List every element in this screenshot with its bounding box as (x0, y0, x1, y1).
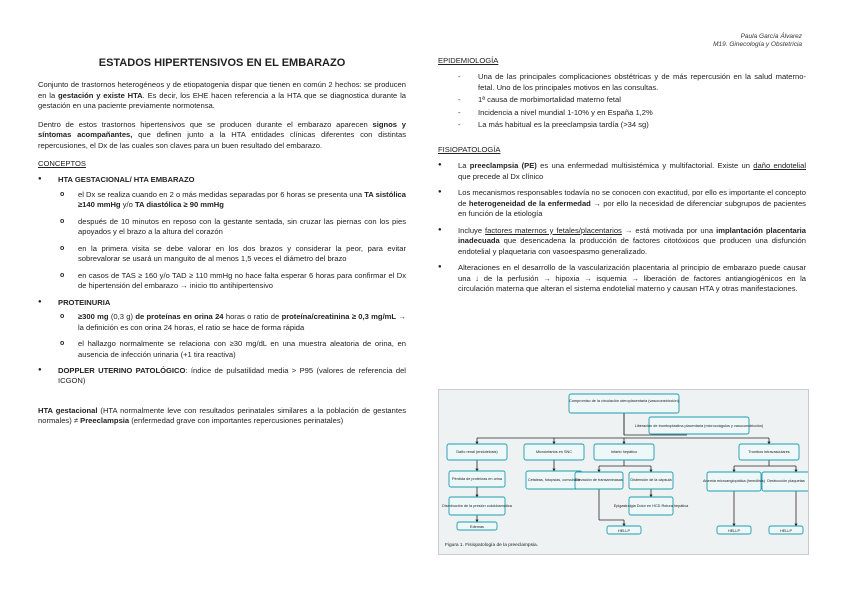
hta-sublist (58, 190, 406, 292)
cat-text: Microinfartos en SNC (535, 450, 573, 454)
list-item: - Una de las principales complicaciones obstétricas y de más repercusión en la salud materno-fetal. Uno de los principales motivos en las consultas. (438, 72, 806, 93)
text: que definen junto a la HTA entidades clínicas diferentes con distintas repercusiones, el Dx de las cuales son claves para un buen resultado del embarazo. (38, 130, 406, 150)
list-item: o en casos de TAS ≥ 160 y/o TAD ≥ 110 mmHg no hace falta esperar 6 horas para confirmar el Dx de hipertensión del embarazo → inicio tto antihipertensivo (58, 271, 406, 292)
intro-paragraph-1 (38, 80, 406, 111)
list-item (38, 298, 406, 360)
text: Incluye (458, 225, 486, 235)
bold-text: DOPPLER UTERINO PATOLÓGICO (58, 366, 186, 376)
text: por ello la necesidad de diferenciar subgrupos de pacientes en función de la etiología (458, 198, 806, 219)
bold-text: Preeclampsia (80, 416, 130, 426)
list-item: o el hallazgo normalmente se relaciona con ≥30 mg/dL en una muestra aleatoria de orina, en ausencia de infección urinaria (+1 tira reactiva) (58, 339, 406, 360)
fisiopatologia-list (438, 161, 806, 294)
pathophysiology-figure (438, 389, 809, 555)
conceptos-heading: CONCEPTOS (38, 158, 86, 168)
proteinuria-heading: PROTEINURIA (58, 297, 111, 307)
subject-name: M19. Ginecología y Obstetricia (713, 41, 802, 49)
hellp-text: HELLP (779, 529, 793, 533)
list-item (438, 263, 806, 294)
effect-text: Epigastralgia Dolor en HCD Rotura hepática (613, 504, 689, 508)
effect-text: Edemas (470, 525, 484, 529)
text: es una enfermedad multisistémica y multifactorial. Existe un (536, 161, 754, 171)
flowchart (439, 390, 808, 554)
list-item (58, 190, 406, 211)
text: → la definición es con orina 24 horas, el ratio se hace de forma rápida (78, 312, 406, 332)
list-item (438, 161, 806, 182)
text: que precede al Dx clínico (458, 171, 544, 181)
text: → está motivada por una (621, 225, 717, 235)
text: horas o ratio de (223, 312, 282, 322)
bold-text: heterogeneidad de la enfermedad → (468, 198, 601, 208)
list-item (438, 226, 806, 257)
bold-text: gestación y existe HTA (57, 90, 143, 100)
bold-text: TA sistólica ≥140 mmHg (78, 189, 406, 210)
final-paragraph (38, 406, 406, 427)
hta-heading: HTA GESTACIONAL/ HTA EMBARAZO (58, 175, 195, 185)
cat-text: Daño renal (endotelosis) (456, 450, 498, 454)
right-column (438, 52, 806, 299)
text: Conjunto de trastornos heterogéneos y de etiopatogenia dispar que tienen en común 2 hechos: se producen en la (38, 80, 406, 100)
list-item: - 1ª causa de morbimortalidad materno fetal (438, 95, 806, 105)
text: el Dx se realiza cuando en 2 o más medidas separadas por 6 horas se presenta una (78, 189, 365, 199)
top-box (569, 394, 679, 413)
cat-text: Trombos intravasculares (748, 450, 790, 454)
page-title: ESTADOS HIPERTENSIVOS EN EL EMBARAZO (98, 57, 346, 69)
bold-text: ≥300 mg (78, 312, 109, 322)
list-item (38, 175, 406, 291)
text: (enfermedad grave con importantes repercusiones perinatales) (129, 416, 344, 426)
bold-text: implantación placentaria inadecuada (458, 225, 806, 246)
fisiopatologia-heading: FISIOPATOLOGÍA (438, 144, 501, 154)
text: Dentro de estos trastornos hipertensivos que se producen durante el embarazo aparecen (38, 119, 373, 129)
bold-text: preeclampsia (PE) (469, 161, 537, 171)
top-box-text: Compromiso de la circulación uteroplacentaria (vasoconstricción) (569, 399, 679, 403)
effect-text: Elevación de transaminasas (575, 478, 623, 482)
list-item (38, 366, 406, 387)
left-column (38, 52, 406, 435)
author-name: Paula García Álvarez (740, 33, 802, 40)
bold-text: de proteínas en orina 24 (135, 312, 224, 322)
cat-text: Infarto hepático (610, 450, 638, 454)
list-item: - Incidencia a nivel mundial 1-10% y en España 1,2% (438, 108, 806, 118)
list-item (438, 188, 806, 219)
liberation-text: Liberación de tromboplastina placentaria (microcoágulos y vasoconstricción) (634, 424, 764, 428)
text: : índice de pulsatilidad media > P95 (valores de referencia del ICGON) (58, 366, 406, 386)
bold-text: proteína/creatinina ≥ 0,3 mg/mL (281, 312, 397, 322)
conceptos-list (38, 175, 406, 387)
bold-text: TA diastólica ≥ 90 mmHg (134, 200, 224, 210)
effect-text: Disminución de la presión coloidosmótica (442, 504, 512, 508)
figure-caption: Figura 1. Fisiopatología de la preeclampsia. (445, 543, 539, 548)
text: . Es decir, los EHE hacen referencia a la HTA que se diagnostica durante la gestación en una paciente previamente normotensa. (38, 90, 406, 111)
list-item (58, 312, 406, 333)
intro-paragraph-2 (38, 120, 406, 151)
bold-text: signos y síntomas acompañantes, (38, 119, 406, 140)
text: que desencadena la producción de factores citotóxicos que producen una disfunción endotelial y plaquetaria con vasoespasmo generalizado. (458, 236, 806, 256)
list-item: o después de 10 minutos en reposo con la gestante sentada, sin cruzar las piernas con los pies apoyados y el brazo a la altura del corazón (58, 217, 406, 238)
bold-text: HTA gestacional (38, 405, 98, 415)
text: Los mecanismos responsables todavía no se conocen con exactitud, por ello es importante el concepto de (458, 188, 806, 208)
hellp-text: HELLP (727, 529, 741, 533)
text: y/o (120, 200, 135, 210)
effect-text: Cefaleas, fotopsias, convulsión (527, 478, 581, 482)
hellp-text: HELLP (617, 529, 631, 533)
author-header (713, 33, 802, 50)
proteinuria-sublist (58, 312, 406, 360)
epidemiologia-heading: EPIDEMIOLOGÍA (438, 56, 499, 65)
underlined-text: daño endotelial (753, 161, 807, 171)
text: La (458, 161, 470, 171)
text: (0,3 g) (108, 312, 136, 322)
list-item: - La más habitual es la preeclampsia tardía (>34 sg) (438, 120, 806, 130)
epidemiologia-list (438, 72, 806, 130)
effect-text: Distensión de la cápsula (630, 478, 672, 482)
underlined-text: factores maternos y fetales/placentarios (485, 225, 622, 235)
effect-text: Destrucción plaquetas (767, 479, 805, 483)
effect-text: Anemia microangiopática (hemólisis) (702, 479, 766, 483)
text: (HTA normalmente leve con resultados perinatales similares a la población de gestantes normales) ≠ (38, 405, 407, 426)
list-item: o en la primera visita se debe valorar en los dos brazos y considerar la peor, para evitar sobrevalorar se usará un manguito de al menos 1,5 veces el diámetro del brazo (58, 244, 406, 265)
text: Alteraciones en el desarrollo de la vascularización placentaria al principio de embarazo puede causar una ↓ de la perfusión → hipoxia → isquemia → liberación de factores antiangiogénicos en la circulación materna que alteran el sistema endotelial materno y causan HTA y otras manifestaciones. (458, 263, 806, 293)
effect-text: Pérdida de proteínas en orina (451, 477, 503, 481)
